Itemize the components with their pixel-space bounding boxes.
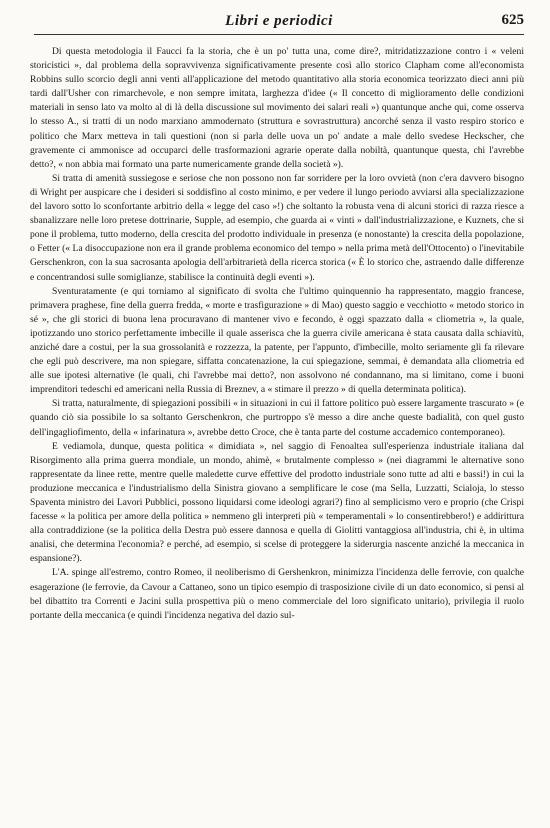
running-head (34, 12, 524, 35)
paragraph: Di questa metodologia il Faucci fa la storia, che è un po' tutta una, come dire?, mitridatizzazione contro i « veleni storicistici », dal problema della sopravvivenza significativamente presente così allo storico Clapham come all'economista Robbins sullo scorcio degli anni venti all'applicazione del metodo quantitativo alla storia economica teorizzato dieci anni più tardi dall'Usher con rimarchevole, e non sempre imitata, larghezza d'idee (« Il concetto di miglioramento delle condizioni materiali in senso lato va molto al di là della discussione sul movimento dei salari reali ») quantunque anche qui, come osserva lo stesso A., si tratti di un nodo marxiano ammodernato (struttura e sovrastruttura) ancorché senza il vasto respiro storico e politico che Marx metteva in tali questioni (non si parla delle uova un po' andate a male dello svedese Heckscher, che gravemente ci ammonisce ad occuparci delle trasformazioni agrarie operate dalla nobiltà, quantunque questa, chi l'avrebbe detto?, « non abbia mai formato una parte numericamente grande della società »). (30, 46, 524, 170)
paragraph: Si tratta, naturalmente, di spiegazioni possibili « in situazioni in cui il fattore politico può essere largamente trascurato » (e quando ciò sia possibile lo sa soltanto Gerschenkron, che purtroppo s'è messo a dire anche queste badialità, con quel gusto dell'ingagliofimento, della « infarinatura », avrebbe detto Croce, che è tanta parte del costume accademico contemporaneo). (30, 398, 524, 438)
page-number: 625 (501, 12, 524, 28)
running-title: Libri e periodici (225, 13, 333, 29)
body-text (30, 45, 524, 623)
paragraph: Sventuratamente (e qui torniamo al significato di svolta che l'ultimo quinquennio ha rappresentato, maggio francese, primavera praghese, fine della guerra fredda, « morte e trasfigurazione » di Mao) questo saggio e vecchiotto « metodo storico in sé », che gli storici di buona lena procuravano di mantener vivo e fecondo, è oggi spazzato dalla « cliometria », la quale, ipotizzando uno storico perfettamente imbecille il quale asserisca che la guerra civile americana è stata causata dalla schiavitù, anziché dare a costui, per la sua grossolanità e rozzezza, la patente, per l'appunto, d'imbecille, molto seriamente gli fa rilevare che egli può descrivere, ma non spiegare, siffatta concatenazione, la cui spiegazione, semmai, è demandata alla cliometria ed alle sue ipotesi alternative (le quali, chi l'avrebbe mai detto?, non assolvono né condannano, ma si limitano, come i buoni imprenditori tedeschi ed americani nella Russia di Breznev, a « stimare il prezzo » di quella determinata politica). (30, 285, 524, 396)
paragraph: E vediamola, dunque, questa politica « dimidiata », nel saggio di Fenoaltea sull'esperienza industriale italiana dal Risorgimento alla prima guerra mondiale, un mondo, ahimè, « brutalmente complesso » (nei diagrammi le alternative sono rappresentate da linee rette, mentre quelle maledette curve effettive del prodotto industriale sono tutte ad alti e bassi!) in cui la produzione meccanica e l'industrialismo della Sinistra giovano a semplificare le cose (ma Sella, Luzzatti, Scialoja, lo stesso Spaventa ministro dei Lavori Pubblici, possono liquidarsi come ideologi agrari?) fino al semplicismo vero e proprio (che Crispi facesse « la politica per amore della politica » nemmeno gli interpreti più « temperamentali » lo consentirebbero!) e addirittura alla contraddizione (se la politica della Destra può essere dannosa e quella di Giolitti vantaggiosa all'industria, chi è, in ultima analisi, che determina l'economia? e perché, ad esempio, si scelse di proteggere la siderurgia nascente anziché la meccanica in espansione?). (30, 440, 524, 565)
paragraph: L'A. spinge all'estremo, contro Romeo, il neoliberismo di Gershenkron, minimizza l'incidenza delle ferrovie, con qualche esagerazione (le ferrovie, da Cavour a Cattaneo, sono un tipico esempio di trasposizione civile di un dato economico, si pensi al bel dibattito tra Correnti e Jacini sulla prospettiva più o meno commerciale del loro significato unitario), privilegia il ruolo portante della meccanica (e quindi l'incidenza negativa del dazio sul- (30, 567, 524, 621)
paragraph: Si tratta di amenità sussiegose e seriose che non possono non far sorridere per la loro ovvietà (non c'era davvero bisogno di Wright per auspicare che i desideri si soddisfino al costo minimo, e per vedere il lungo periodo avviarsi alla specializzazione del lavoro sotto lo sconfortante arbitrio della « legge del caso »!) che soltanto la robusta vena di alcuni storici di razza riesce a sbanalizzare nelle loro pretese dottrinarie, Supple, ad esempio, che guarda ai « vinti » dall'industrializzazione, e Kuznets, che si pone il problema, tutto moderno, della crescita del prodotto individuale in presenza (e nonostante) la crescita della popolazione, o Fetter (« La disoccupazione non era il grande problema economico del tempo » nella prima metà dell'Ottocento) o l'inevitabile Gerschenkron, con la sua sacrosanta apologia dell'arbitrarietà della ricerca storica (« È lo storico che, astraendo dalle differenze e concentrandosi sulle somiglianze, stabilisce la continuità degli eventi »). (30, 172, 524, 283)
